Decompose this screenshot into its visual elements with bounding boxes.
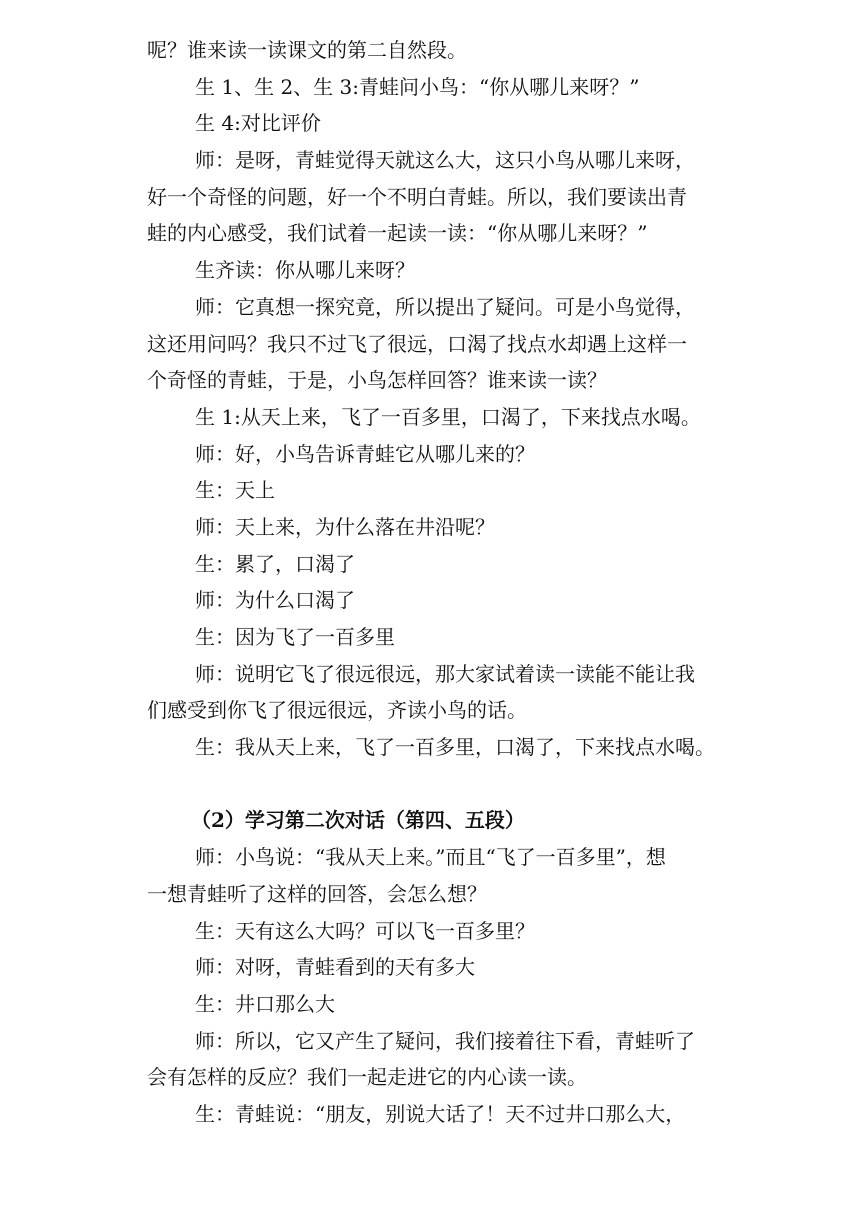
- text-line: 生：青蛙说：“朋友，别说大话了！天不过井口那么大，: [195, 1101, 686, 1126]
- text-line: 生：因为飞了一百多里: [195, 625, 395, 649]
- text-line: 这还用问吗？我只不过飞了很远，口渴了找点水却遇上这样一: [147, 331, 687, 356]
- text-line: 蛙的内心感受，我们试着一起读一读：“你从哪儿来呀？”: [147, 221, 648, 246]
- text-line: 个奇怪的青蛙，于是，小鸟怎样回答？谁来读一读？: [147, 368, 607, 393]
- text-line: 呢？谁来读一读课文的第二自然段。: [147, 38, 467, 62]
- text-line: 师：好，小鸟告诉青蛙它从哪儿来的？: [195, 441, 535, 466]
- text-line: 生齐读：你从哪儿来呀？: [195, 258, 415, 283]
- text-line: 生 4:对比评价: [195, 111, 321, 136]
- text-line: 会有怎样的反应？我们一起走进它的内心读一读。: [147, 1065, 587, 1090]
- text-line: 生：天上: [195, 478, 275, 503]
- text-line: 生：累了，口渴了: [195, 551, 355, 576]
- text-line: 师：是呀，青蛙觉得天就这么大，这只小鸟从哪儿来呀，: [195, 148, 695, 173]
- text-line: 生：井口那么大: [195, 991, 335, 1016]
- section-heading: （2）学习第二次对话（第四、五段）: [191, 808, 525, 833]
- text-line: 生：天有这么大吗？可以飞一百多里？: [195, 918, 535, 943]
- document-body: [147, 32, 787, 1133]
- text-line: 好一个奇怪的问题，好一个不明白青蛙。所以，我们要读出青: [147, 184, 687, 209]
- text-line: 生 1、生 2、生 3:青蛙问小鸟：“你从哪儿来呀？”: [195, 74, 640, 99]
- text-line: 一想青蛙听了这样的回答，会怎么想？: [147, 881, 487, 906]
- text-line: 师：它真想一探究竟，所以提出了疑问。可是小鸟觉得，: [195, 294, 695, 319]
- text-line: 师：为什么口渴了: [195, 588, 355, 613]
- text-line: 们感受到你飞了很远很远，齐读小鸟的话。: [147, 698, 527, 723]
- text-line: 师：所以，它又产生了疑问，我们接着往下看，青蛙听了: [195, 1028, 695, 1053]
- text-line: 师：说明它飞了很远很远，那大家试着读一读能不能让我: [195, 661, 695, 686]
- text-line: 生 1:从天上来，飞了一百多里，口渴了，下来找点水喝。: [195, 404, 701, 429]
- paragraph-gap: [147, 766, 787, 803]
- text-line: 师：对呀，青蛙看到的天有多大: [195, 955, 475, 980]
- text-line: 师：小鸟说：“我从天上来。”而且“飞了一百多里”，想: [195, 845, 666, 870]
- text-line: 师：天上来，为什么落在井沿呢？: [195, 514, 495, 539]
- text-line: 生：我从天上来，飞了一百多里，口渴了，下来找点水喝。: [195, 735, 715, 760]
